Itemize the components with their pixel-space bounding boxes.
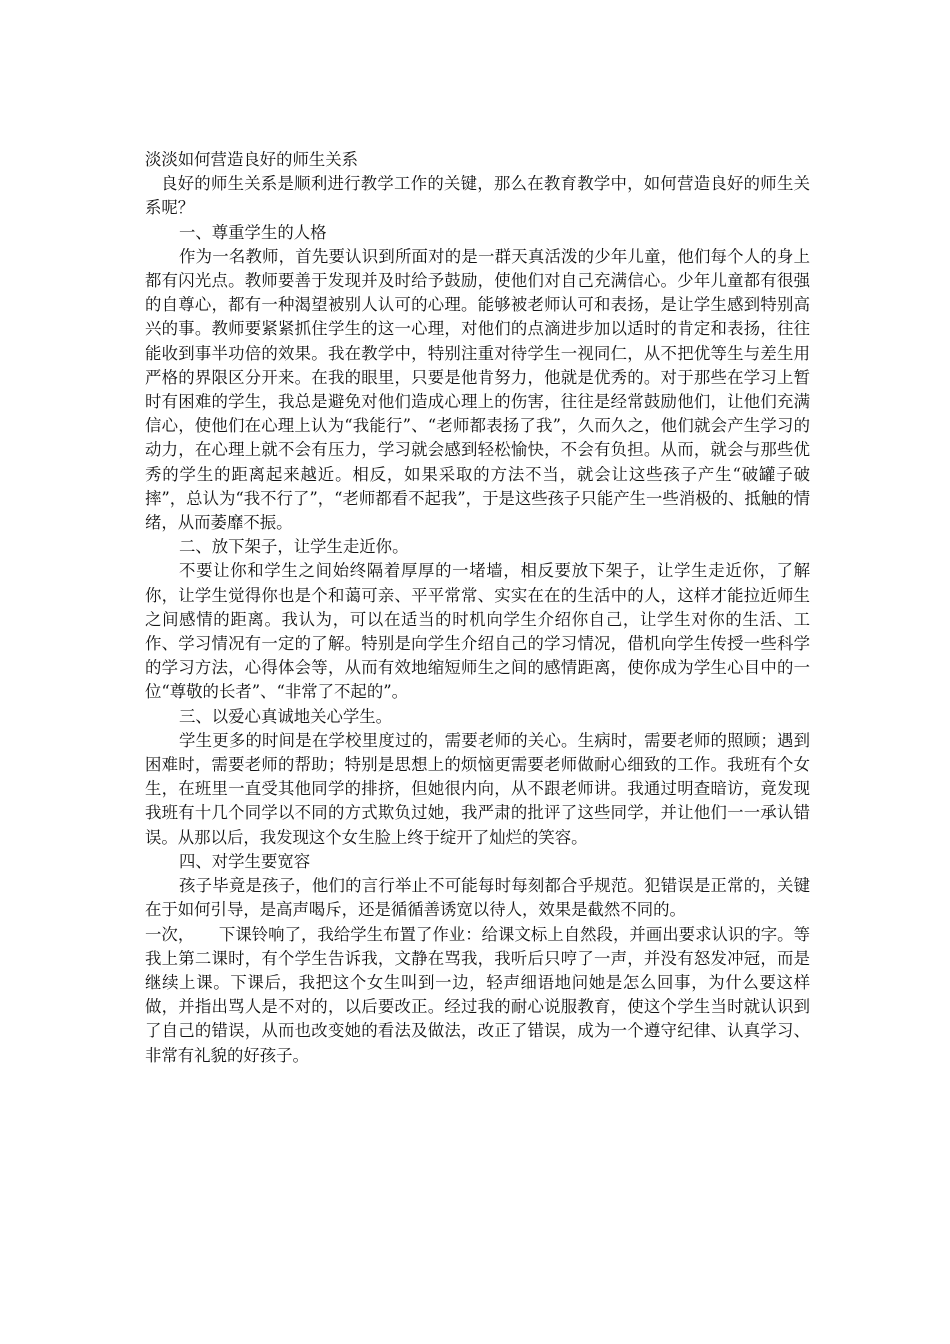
section-heading-4: 四、对学生要宽容 — [179, 851, 311, 871]
document-body — [145, 148, 810, 1068]
section-body-3: 学生更多的时间是在学校里度过的，需要老师的关心。生病时，需要老师的照顾；遇到困难时，需要老师的帮助；特别是思想上的烦恼更需要老师做耐心细致的工作。我班有个女生，在班里一直受其他同学的排挤，但她很内向，从不跟老师讲。我通过明查暗访，竟发现我班有十几个同学以不同的方式欺负过她，我严肃的批评了这些同学，并让他们一一承认错误。从那以后，我发现这个女生脸上终于绽开了灿烂的笑容。 — [145, 730, 810, 847]
section-heading-2: 二、放下架子，让学生走近你。 — [179, 537, 409, 557]
section-heading-1: 一、尊重学生的人格 — [179, 222, 327, 242]
document-title: 淡淡如何营造良好的师生关系 — [145, 150, 359, 169]
section-body-2: 不要让你和学生之间始终隔着厚厚的一堵墙，相反要放下架子，让学生走近你，了解你，让学生觉得你也是个和蔼可亲、平平常常、实实在在的生活中的人，这样才能拉近师生之间感情的距离。我认为，可以在适当的时机向学生介绍你自己，让学生对你的生活、工作、学习情况有一定的了解。特别是向学生介绍自己的学习情况，借机向学生传授一些科学的学习方法，心得体会等，从而有效地缩短师生之间的感情距离，使你成为学生心目中的一位“尊敬的长者”、“非常了不起的”。 — [145, 561, 810, 702]
story-paragraph: 一次， 下课铃响了，我给学生布置了作业：给课文标上自然段，并画出要求认识的字。等我上第二课时，有个学生告诉我，文静在骂我，我听后只哼了一声，并没有怒发冲冠，而是继续上课。下课后，我把这个女生叫到一边，轻声细语地问她是怎么回事，为什么要这样做，并指出骂人是不对的，以后要改正。经过我的耐心说服教育，使这个学生当时就认识到了自己的错误，从而也改变她的看法及做法，改正了错误，成为一个遵守纪律、认真学习、非常有礼貌的好孩子。 — [145, 924, 810, 1065]
section-heading-3: 三、以爱心真诚地关心学生。 — [179, 706, 393, 726]
section-body-4: 孩子毕竟是孩子，他们的言行举止不可能每时每刻都合乎规范。犯错误是正常的，关键在于如何引导，是高声喝斥，还是循循善诱宽以待人，效果是截然不同的。 — [145, 876, 810, 920]
section-body-1: 作为一名教师，首先要认识到所面对的是一群天真活泼的少年儿童，他们每个人的身上都有闪光点。教师要善于发现并及时给予鼓励，使他们对自己充满信心。少年儿童都有很强的自尊心，都有一种渴望被别人认可的心理。能够被老师认可和表扬，是让学生感到特别高兴的事。教师要紧紧抓住学生的这一心理，对他们的点滴进步加以适时的肯定和表扬，往往能收到事半功倍的效果。我在教学中，特别注重对待学生一视同仁，从不把优等生与差生用严格的界限区分开来。在我的眼里，只要是他肯努力，他就是优秀的。对于那些在学习上暂时有困难的学生，我总是避免对他们造成心理上的伤害，往往是经常鼓励他们，让他们充满信心，使他们在心理上认为“我能行”、“老师都表扬了我”，久而久之，他们就会产生学习的动力，在心理上就不会有压力，学习就会感到轻松愉快，不会有负担。从而，就会与那些优秀的学生的距离起来越近。相反，如果采取的方法不当，就会让这些孩子产生“破罐子破摔”，总认为“我不行了”，“老师都看不起我”，于是这些孩子只能产生一些消极的、抵触的情绪，从而萎靡不振。 — [145, 246, 810, 533]
intro-paragraph: 良好的师生关系是顺利进行教学工作的关键，那么在教育教学中，如何营造良好的师生关系呢？ — [145, 174, 810, 218]
